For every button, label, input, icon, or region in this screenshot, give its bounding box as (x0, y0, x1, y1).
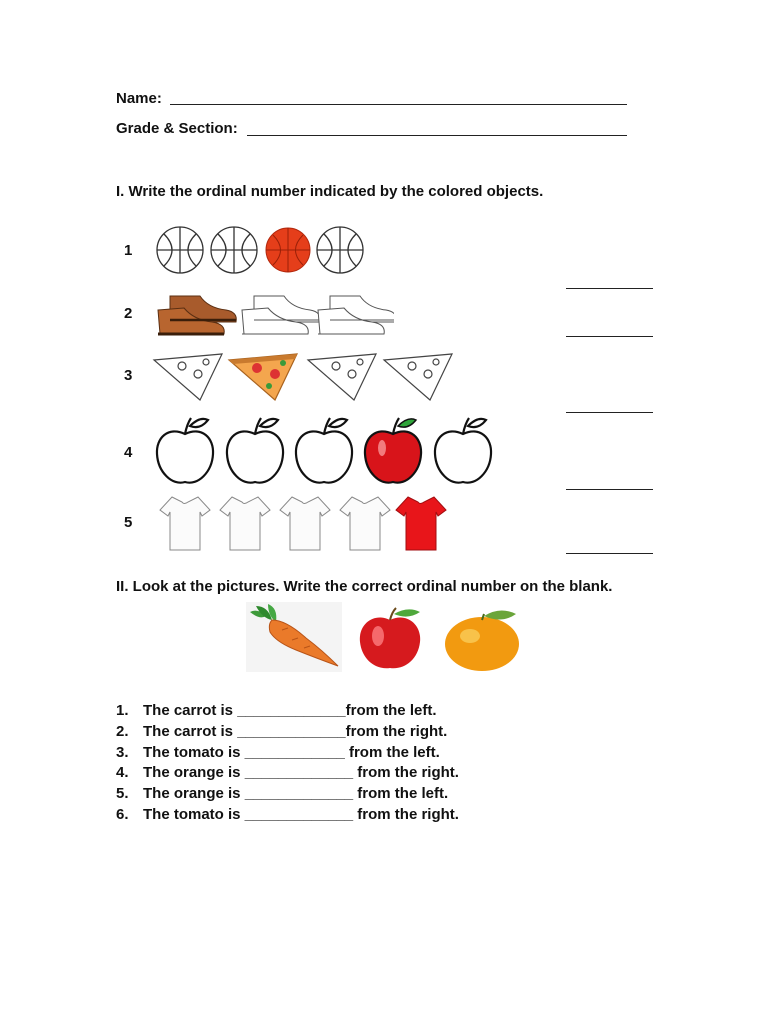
row-4-apples (154, 414, 500, 488)
pizza-slice-icon-colored (229, 354, 297, 400)
shoe-icon (318, 296, 394, 334)
pizza-slice-icon (154, 354, 222, 400)
row-5-tshirts (154, 494, 454, 554)
sentence-text: The carrot is _____________from the right. (143, 723, 448, 740)
sentence-1 (116, 702, 436, 719)
answer-line-4[interactable] (566, 489, 653, 490)
row-number-2: 2 (124, 305, 133, 322)
answer-line-3[interactable] (566, 412, 653, 413)
sentence-number: 6. (116, 806, 129, 823)
name-field[interactable] (170, 104, 627, 105)
sentence-text: The orange is _____________ from the right. (143, 764, 459, 781)
sentence-6 (116, 806, 459, 823)
row-1-basketballs (152, 226, 367, 276)
sentence-text: The tomato is _____________ from the right. (143, 806, 459, 823)
sentence-number: 4. (116, 764, 129, 781)
tshirt-icon (220, 497, 270, 550)
basketball-icon (157, 227, 203, 273)
tshirt-icon (280, 497, 330, 550)
tshirt-icon (160, 497, 210, 550)
sentence-5 (116, 785, 448, 802)
basketball-icon-colored (266, 228, 310, 272)
tshirt-icon (340, 497, 390, 550)
sentence-text: The carrot is _____________from the left. (143, 702, 437, 719)
sentence-number: 1. (116, 702, 129, 719)
pizza-slice-icon (384, 354, 452, 400)
tshirt-icon-colored (396, 497, 446, 550)
grade-section-label: Grade & Section: (116, 120, 238, 137)
part2-title: II. Look at the pictures. Write the correct ordinal number on the blank. (116, 578, 613, 595)
row-number-5: 5 (124, 514, 133, 531)
row-number-1: 1 (124, 242, 133, 259)
pizza-slice-icon (308, 354, 376, 400)
sentence-number: 2. (116, 723, 129, 740)
part1-title: I. Write the ordinal number indicated by the colored objects. (116, 183, 544, 200)
shoe-icon-colored (158, 296, 236, 334)
sentence-number: 3. (116, 744, 129, 761)
sentence-4 (116, 764, 459, 781)
grade-section-field[interactable] (247, 135, 627, 136)
sentence-text: The tomato is ____________ from the left. (143, 744, 440, 761)
shoe-icon (242, 296, 320, 334)
row-number-3: 3 (124, 367, 133, 384)
basketball-icon (211, 227, 257, 273)
part2-pictures (246, 602, 526, 674)
answer-line-2[interactable] (566, 336, 653, 337)
apple-icon-colored (365, 418, 421, 483)
sentence-text: The orange is _____________ from the left. (143, 785, 449, 802)
tomato-icon (360, 608, 420, 668)
answer-line-1[interactable] (566, 288, 653, 289)
sentence-2 (116, 723, 447, 740)
answer-line-5[interactable] (566, 553, 653, 554)
orange-icon (445, 610, 519, 671)
sentence-number: 5. (116, 785, 129, 802)
row-number-4: 4 (124, 444, 133, 461)
sentence-3 (116, 744, 440, 761)
name-label: Name: (116, 90, 162, 107)
row-3-pizza (152, 352, 457, 404)
apple-icon (227, 418, 283, 483)
apple-icon (435, 418, 491, 483)
apple-icon (296, 418, 352, 483)
basketball-icon (317, 227, 363, 273)
apple-icon (157, 418, 213, 483)
row-2-shoes (154, 290, 394, 340)
